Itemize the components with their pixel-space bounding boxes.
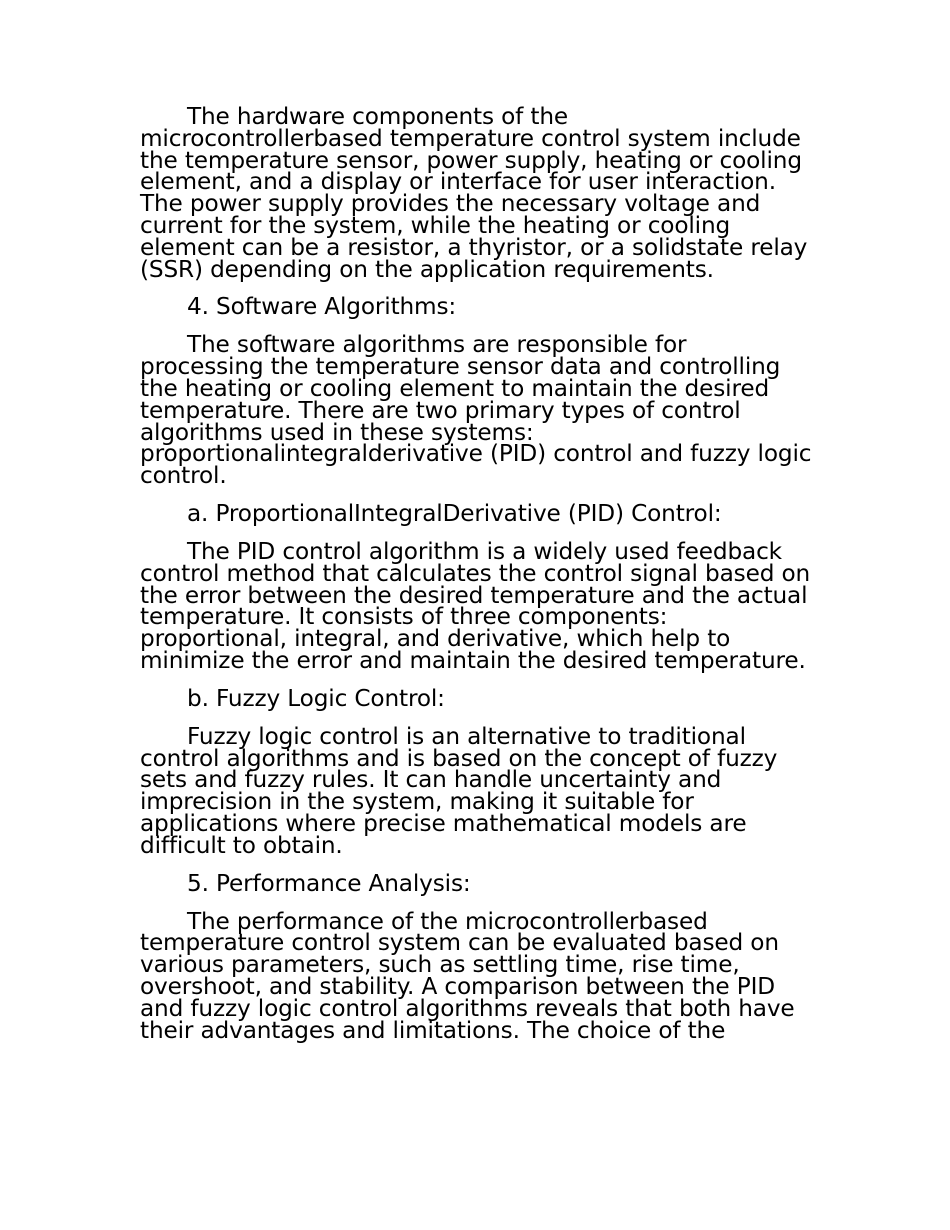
- paragraph-software-algorithms: The software algorithms are responsible for processing the temperature sensor data and controlling the heating or cooling element to maintain the desired temperature. There are two primary types of control algorithms used in these systems: proportionalintegralderivative (PID) control and fuzzy logic control.: [140, 331, 812, 490]
- paragraph-performance-analysis: The performance of the microcontrollerbased temperature control system can be evaluated based on various parameters, such as settling time, rise time, overshoot, and stability. A comparison between the PID and fuzzy logic control algorithms reveals that both have their advantages and limitations. The choice of the: [140, 907, 795, 1044]
- paragraph-fuzzy-logic: Fuzzy logic control is an alternative to traditional control algorithms and is based on the concept of fuzzy sets and fuzzy rules. It can handle uncertainty and imprecision in the system, making it suitable for applications where precise mathematical models are difficult to obtain.: [140, 722, 778, 859]
- section-heading-software-algorithms: 4. Software Algorithms:: [187, 293, 457, 321]
- paragraph-pid-control: The PID control algorithm is a widely used feedback control method that calculates the control signal based on the error between the desired temperature and the actual temperature. It consists of three components: proportional, integral, and derivative, which help to minimize the error and maintain the desired temperature.: [140, 537, 811, 674]
- subsection-heading-fuzzy-logic: b. Fuzzy Logic Control:: [187, 684, 445, 712]
- paragraph-hardware-components: The hardware components of the microcontrollerbased temperature control system include the temperature sensor, power supply, heating or cooling element, and a display or interface for user interaction. The power supply provides the necessary voltage and current for the system, while the heating or cooling element can be a resistor, a thyristor, or a solidstate relay (SSR) depending on the application requirements.: [140, 103, 808, 283]
- section-heading-performance-analysis: 5. Performance Analysis:: [187, 869, 471, 897]
- document-page: [140, 103, 812, 1055]
- subsection-heading-pid-control: a. ProportionalIntegralDerivative (PID) Control:: [187, 499, 722, 527]
